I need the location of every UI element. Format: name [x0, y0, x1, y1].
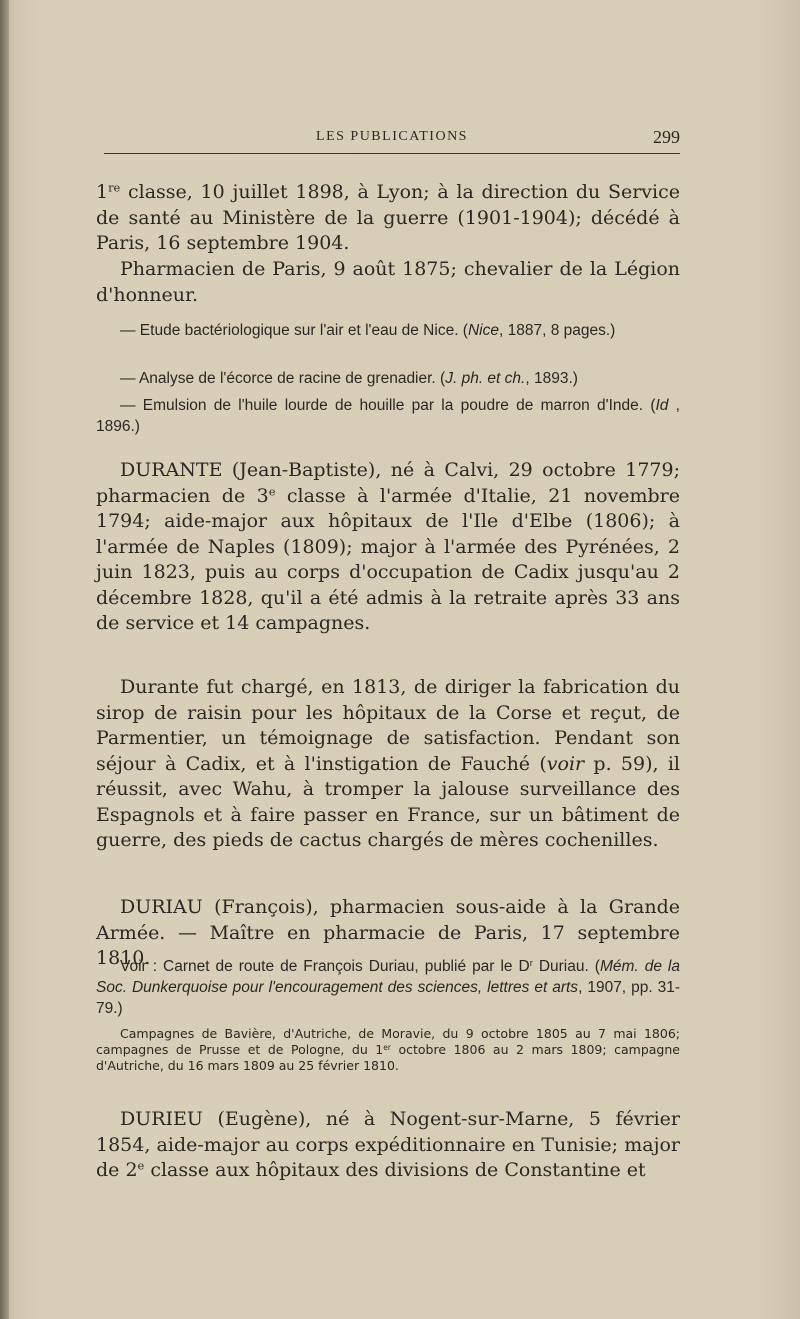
running-head: LES PUBLICATIONS: [316, 129, 468, 144]
publication-source: Id: [655, 397, 669, 414]
durante-entry-paragraph: [96, 458, 680, 637]
note-text: Campagnes de Bavière, d'Autriche, de Moravie, du 9 octobre 1805 au 7 mai 1806; campagnes de Prusse et de Pologne, du 1: [96, 1026, 680, 1057]
note-text: , 1907, pp. 31-79.): [96, 979, 680, 1017]
publication-source: Nice: [467, 322, 499, 339]
book-spine-shadow: [0, 0, 9, 1319]
paragraph-text: p. 59), il réussit, avec Wahu, à tromper la jalouse surveillance des Espagnols et à faire passer en France, sur un bâtiment de guerre, des pieds de cactus chargés de mères cochenilles.: [96, 752, 680, 851]
italic-reference: voir: [546, 752, 585, 775]
publication-title: — Analyse de l'écorce de racine de grenadier. (: [120, 370, 446, 387]
note-text: octobre 1806 au 2 mars 1809; campagne d'Autriche, du 16 mars 1809 au 25 février 1810.: [96, 1042, 680, 1073]
note-text: Duriau. (: [532, 958, 600, 975]
publication-title: — Emulsion de l'huile lourde de houille par la poudre de marron d'Inde. (: [120, 397, 656, 414]
publication-item: [96, 320, 680, 341]
superscript: e: [137, 1158, 145, 1173]
superscript: r: [529, 957, 533, 968]
publication-item: [96, 368, 680, 389]
career-paragraph: Pharmacien de Paris, 9 août 1875; chevalier de la Légion d'honneur.: [96, 258, 680, 306]
duriau-entry-paragraph: DURIAU (François), pharmacien sous-aide à la Grande Armée. — Maître en pharmacie de Paris, 17 septembre 1810.: [96, 896, 680, 969]
superscript: er: [383, 1042, 391, 1052]
duriau-reference-note: [96, 956, 680, 1019]
superscript: re: [108, 180, 121, 195]
paragraph-text: DURIEU (Eugène), né à Nogent-sur-Marne, 5 février 1854, aide-major au corps expéditionnaire en Tunisie; major de 2: [96, 1108, 680, 1181]
paragraph-text: classe à l'armée d'Italie, 21 novembre 1794; aide-major aux hôpitaux de l'Ile d'Elbe (1806); à l'armée de Naples (1809); major à l'armée des Pyrénées, 2 juin 1823, puis au corps d'occupation de Cadix jusqu'au 2 décembre 1828, qu'il a été admis à la retraite après 33 ans de service et 14 campagnes.: [96, 484, 680, 634]
publication-source: J. ph. et ch.: [445, 370, 526, 387]
publication-details: , 1893.): [525, 370, 578, 387]
durieu-entry-paragraph: [96, 1107, 680, 1184]
durante-detail-paragraph: [96, 675, 680, 854]
paragraph-text: classe aux hôpitaux des divisions de Constantine et: [144, 1159, 646, 1181]
note-text: Voir : Carnet de route de François Duriau, publié par le D: [120, 958, 530, 975]
publication-details: , 1887, 8 pages.): [498, 322, 616, 339]
paragraph-text: DURANTE (Jean-Baptiste), né à Calvi, 29 octobre 1779; pharmacien de 3: [96, 459, 680, 507]
paragraph-text: classe, 10 juillet 1898, à Lyon; à la direction du Service de santé au Ministère de la guerre (1901-1904); décédé à Paris, 16 septembre 1904.: [96, 181, 680, 254]
duriau-campaigns-note: [96, 1026, 680, 1074]
rank-number: 1: [96, 181, 109, 203]
page-number: 299: [653, 127, 680, 147]
italic-reference: Mém. de la Soc. Dunkerquoise pour l'encouragement des sciences, lettres et arts: [96, 958, 680, 996]
paragraph-text: Durante fut chargé, en 1813, de diriger la fabrication du sirop de raisin pour les hôpitaux de la Corse et reçut, de Parmentier, un témoignage de satisfaction. Pendant son séjour à Cadix, et à l'instigation de Fauché (: [96, 676, 680, 775]
publication-title: — Etude bactériologique sur l'air et l'eau de Nice. (: [120, 322, 468, 339]
publication-details: , 1896.): [96, 397, 680, 435]
page-header: [104, 127, 680, 154]
publication-item: [96, 395, 680, 437]
entry-continuation-paragraph: [96, 180, 680, 257]
superscript: e: [268, 484, 276, 499]
